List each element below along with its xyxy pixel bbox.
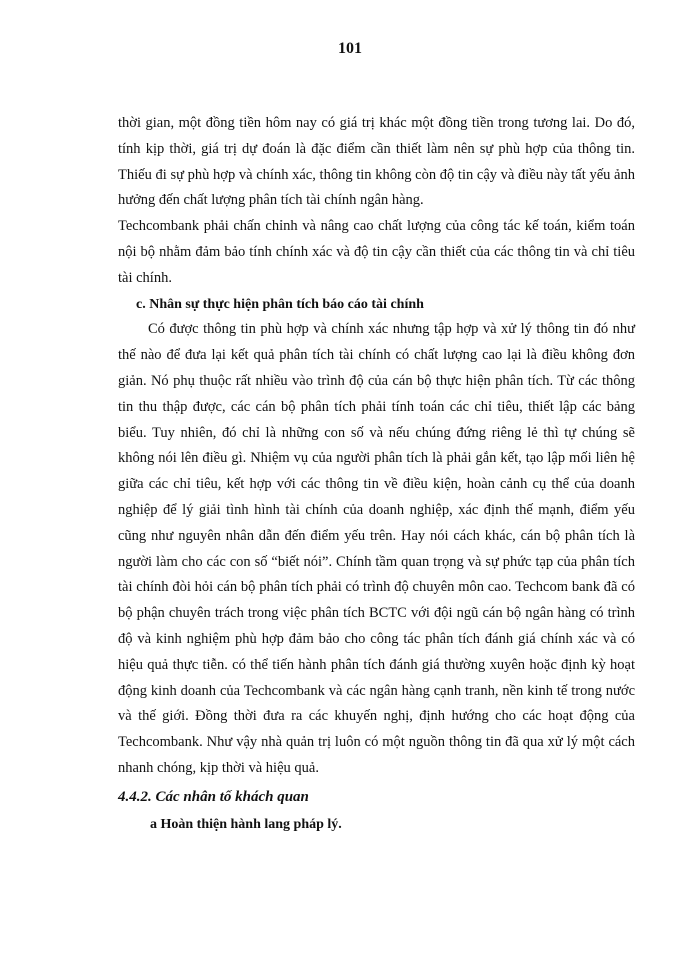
- paragraph-analyst-staff: Có được thông tin phù hợp và chính xác nhưng tập hợp và xử lý thông tin đó như thế nào để đưa lại kết quả phân tích tài chính có chất lượng cao lại là điều không đơn giản. Nó phụ thuộc rất nhiều vào trình độ của cán bộ thực hiện phân tích. Từ các thông tin thu thập được, các cán bộ phân tích phải tính toán các chỉ tiêu, thiết lập các bảng biểu. Tuy nhiên, đó chỉ là những con số và nếu chúng đứng riêng lẻ thì tự chúng sẽ không nói lên điều gì. Nhiệm vụ của người phân tích là phải gắn kết, tạo lập mối liên hệ giữa các chỉ tiêu, kết hợp với các thông tin về điều kiện, hoàn cảnh cụ thể của doanh nghiệp để lý giải tình hình tài chính của doanh nghiệp, xác định thế mạnh, điểm yếu cũng như nguyên nhân dẫn đến điểm yếu trên. Hay nói cách khác, cán bộ phân tích là người làm cho các con số “biết nói”. Chính tầm quan trọng và sự phức tạp của phân tích tài chính đòi hỏi cán bộ phân tích phải có trình độ chuyên môn cao. Techcom bank đã có bộ phận chuyên trách trong việc phân tích BCTC với đội ngũ cán bộ ngân hàng có trình độ và kinh nghiệm phù hợp đảm bảo cho công tác phân tích đánh giá chính xác và có hiệu quả thực tiễn. có thể tiến hành phân tích đánh giá thường xuyên hoặc định kỳ hoạt động kinh doanh của Techcombank và các ngân hàng cạnh tranh, nền kinh tế trong nước và thế giới. Đồng thời đưa ra các khuyến nghị, định hướng cho các hoạt động của Techcombank. Như vậy nhà quản trị luôn có một nguồn thông tin đã qua xử lý một cách nhanh chóng, kịp thời và hiệu quả.: [118, 321, 635, 776]
- subsection-heading-a: a Hoàn thiện hành lang pháp lý.: [150, 816, 342, 832]
- paragraph-timeliness: thời gian, một đồng tiền hôm nay có giá trị khác một đồng tiền trong tương lai. Do đó, tính kịp thời, giá trị dự đoán là đặc điểm cần thiết làm nên sự phù hợp của thông tin. Thiếu đi sự phù hợp và chính xác, thông tin không còn độ tin cậy và điều này tất yếu ảnh hưởng đến chất lượng phân tích tài chính ngân hàng.: [118, 115, 635, 209]
- section-heading-c: c. Nhân sự thực hiện phân tích báo cáo tài chính: [136, 296, 424, 312]
- document-body: [118, 111, 635, 838]
- page-number: 101: [338, 40, 362, 57]
- section-heading-4-4-2: 4.4.2. Các nhân tố khách quan: [118, 788, 309, 805]
- paragraph-techcombank-accounting: Techcombank phải chấn chỉnh và nâng cao chất lượng của công tác kế toán, kiểm toán nội bộ nhằm đảm bảo tính chính xác và độ tin cậy cần thiết của các thông tin và chỉ tiêu tài chính.: [118, 218, 635, 286]
